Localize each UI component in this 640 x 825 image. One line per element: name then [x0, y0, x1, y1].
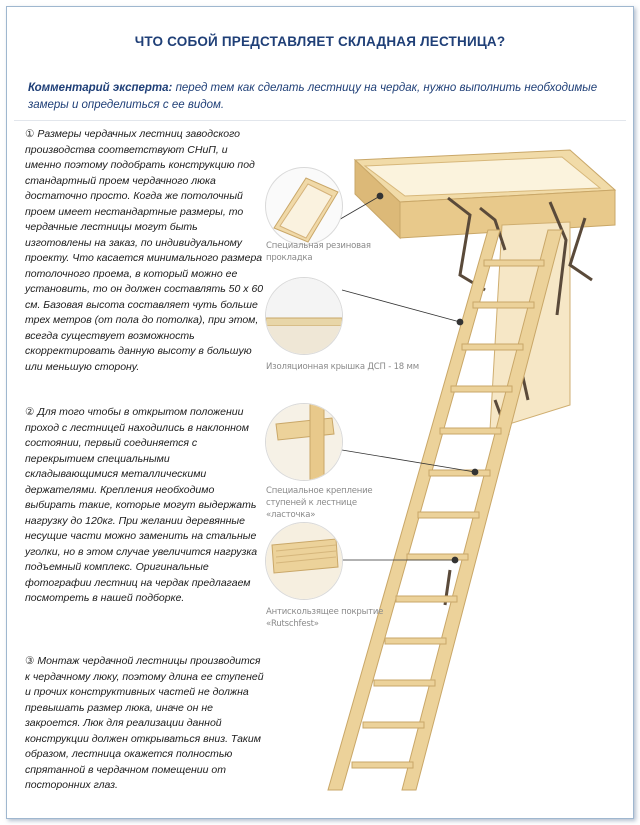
- callout-caption-3: Специальное крепление ступеней к лестнице «ласточка»: [266, 486, 373, 520]
- divider: [14, 120, 626, 121]
- page-title: ЧТО СОБОЙ ПРЕДСТАВЛЯЕТ СКЛАДНАЯ ЛЕСТНИЦА?: [134, 34, 506, 49]
- section-text: Монтаж чердачной лестницы производится к чердачному люку, поэтому длина ее ступеней и прочих конструктивных частей не должна превышать размер люка, иначе он не закроется. Люк для реализации данной конструкции должен открываться вниз. Таким образом, лестница окажется полностью спрятанной в чердачном помещении от посторонних глаз.: [25, 655, 264, 791]
- section-number: ③: [25, 655, 35, 667]
- section-2: [25, 405, 265, 607]
- section-text: Размеры чердачных лестниц заводского производства соответствуют СНиП, и именно поэтому подобрать конструкцию под стандартный проем чердачного люка достаточно просто. Когда же потолочный проем имеет нестандартные размеры, то чердачные лестницы могут быть изготовлены на заказ, по индивидуальному проекту. Что касается минимального размера потолочного проема, в который можно ее установить, то он должен составлять 50 х 60 см. Базовая высота составляет чуть больше трех метров (от пола до потолка), при этом, всегда существует возможность скорректировать данную высоту в большую или меньшую сторону.: [25, 128, 264, 373]
- rubber-seal-icon: [265, 167, 343, 245]
- section-3: [25, 654, 265, 794]
- section-1: [25, 127, 265, 375]
- expert-comment-label: Комментарий эксперта:: [28, 82, 173, 94]
- anti-slip-step-icon: [265, 522, 343, 600]
- section-number: ①: [25, 128, 35, 140]
- callout-caption-2: Изоляционная крышка ДСП - 18 мм: [266, 362, 419, 372]
- expert-comment: [28, 80, 616, 114]
- section-text: Для того чтобы в открытом положении проход с лестницей находились в наклонном состоянии, первый соединяется с перекрытием специальными складывающимися металлическими держателями. Крепления необходимо выбирать такие, которые могут выдержать нагрузку до 120кг. При желании деревянные несущие части можно заменить на стальные уголки, но в этом случае увеличится нагрузка подъемный комплекс. Оригинальные фотографии лестниц на чердак предлагаем посмотреть в нашей подборке.: [25, 406, 258, 604]
- callout-caption-1: Специальная резиновая прокладка: [266, 241, 371, 263]
- expert-comment-text: перед тем как сделать лестницу на чердак, нужно выполнить необходимые замеры и определиться с ее видом.: [28, 82, 598, 111]
- section-number: ②: [25, 406, 35, 418]
- insulated-lid-icon: [265, 277, 343, 355]
- step-joint-icon: [265, 403, 343, 481]
- callout-caption-4: Антискользящее покрытие «Rutschfest»: [266, 607, 384, 629]
